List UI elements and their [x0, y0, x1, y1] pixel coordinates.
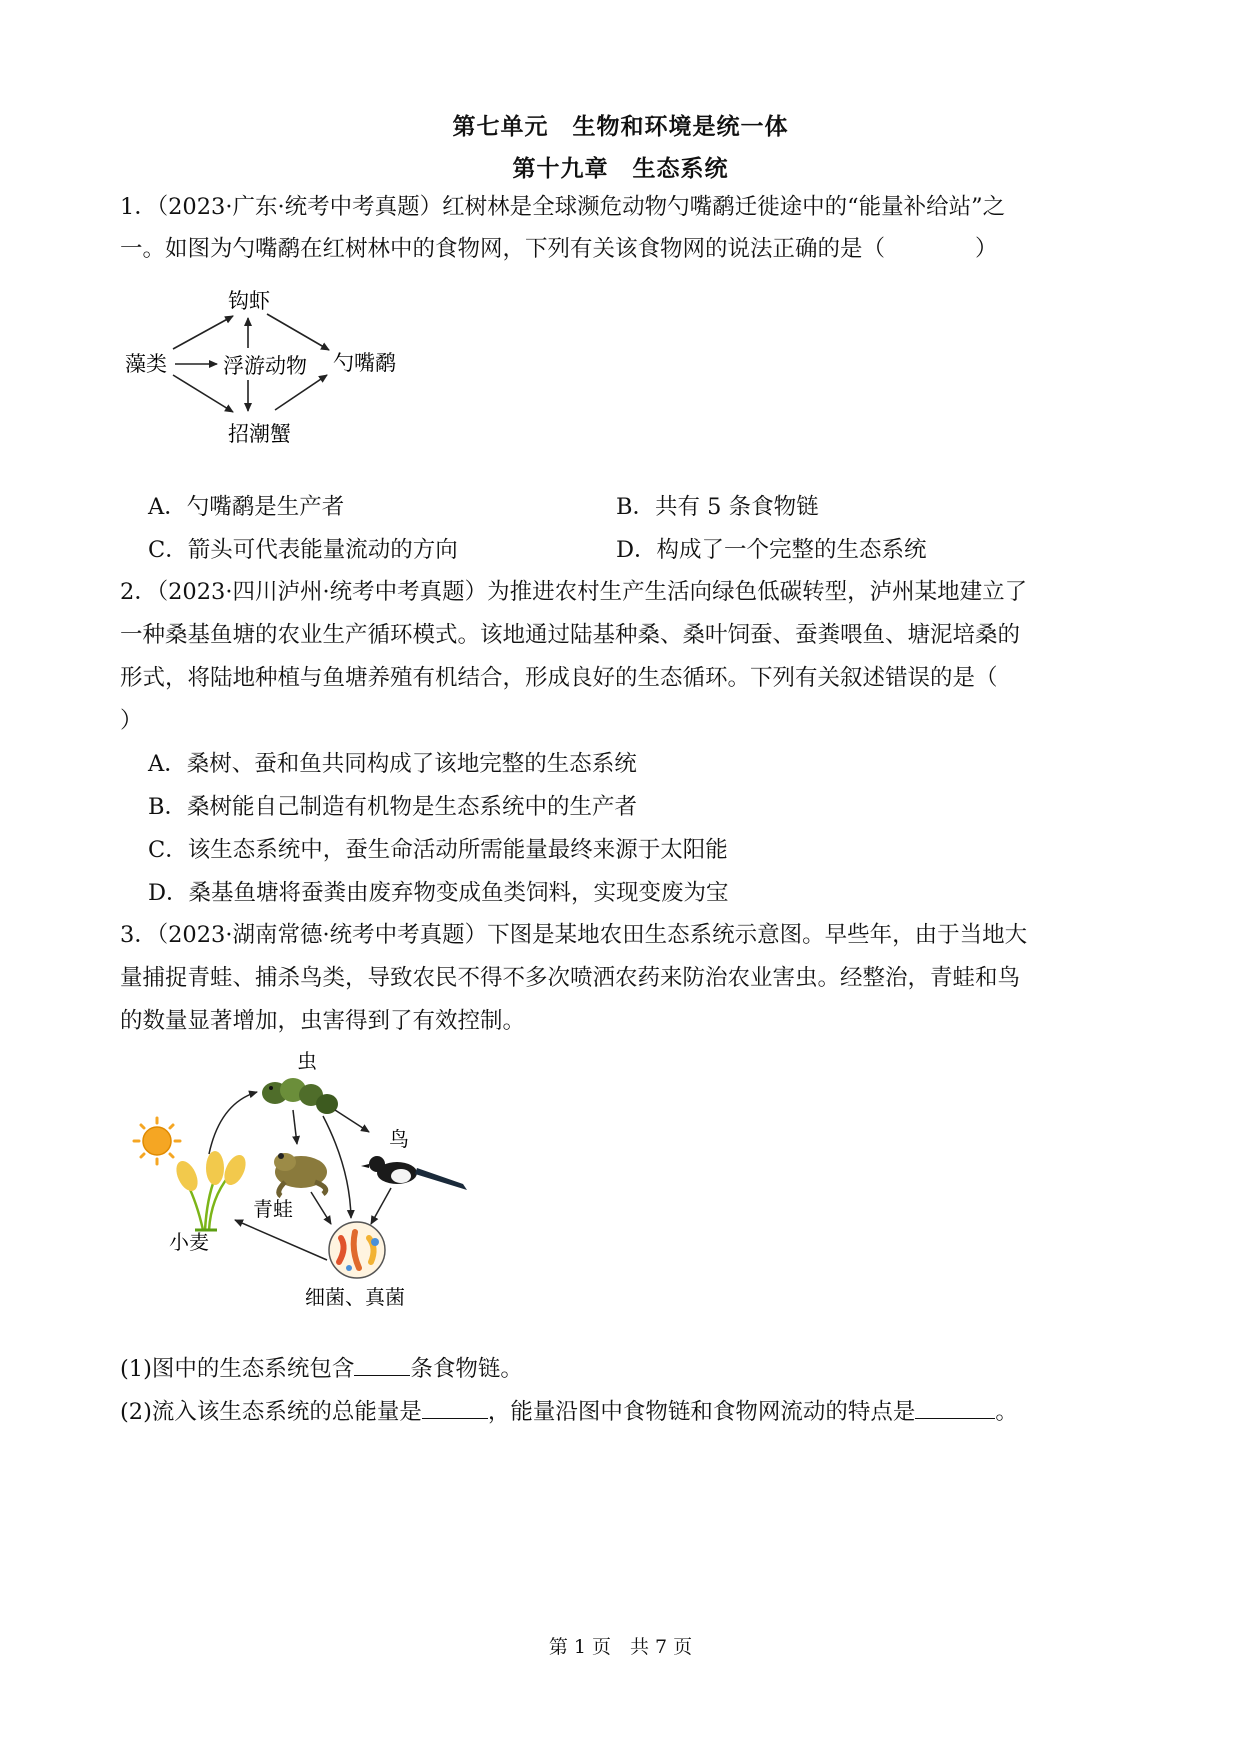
- label-wheat: 小麦: [169, 1230, 209, 1254]
- arrow-frog-decomposer: [311, 1192, 331, 1224]
- q2-option-a: A．桑树、蚕和鱼共同构成了该地完整的生态系统: [148, 751, 637, 777]
- wheat-icon: [172, 1151, 250, 1230]
- q3-line-1: 3．（2023·湖南常德·统考中考真题）下图是某地农田生态系统示意图。早些年，由于当地大: [120, 922, 1028, 948]
- arrow-zaolei-gouxia: [173, 316, 233, 349]
- q3-line-3: 的数量显著增加，虫害得到了有效控制。: [120, 1008, 526, 1034]
- label-bird: 鸟: [389, 1127, 409, 1151]
- q2-line-4: ）: [120, 708, 143, 734]
- q3-sub-2-text-c: 。: [995, 1399, 1018, 1425]
- label-zhaochaoxie: 招潮蟹: [228, 422, 291, 446]
- arrow-decomposer-wheat: [235, 1220, 327, 1260]
- magpie-icon: [361, 1156, 467, 1190]
- q2-line-1: 2．（2023·四川泸州·统考中考真题）为推进农村生产生活向绿色低碳转型，泸州某地建立了: [120, 579, 1028, 605]
- caterpillar-icon: [262, 1078, 338, 1114]
- q3-sub-2-blank-1[interactable]: [422, 1396, 488, 1419]
- q3-sub-1-text-b: 条食物链。: [410, 1356, 523, 1382]
- label-frog: 青蛙: [253, 1197, 293, 1221]
- q3-sub-2-text-a: (2)流入该生态系统的总能量是: [120, 1399, 422, 1425]
- q1-line-1: 1．（2023·广东·统考中考真题）红树林是全球濒危动物勺嘴鹬迁徙途中的“能量补给站”之: [120, 194, 1006, 220]
- arrow-gouxia-shaozuiyu: [267, 314, 329, 350]
- bacteria-fungi-icon: [329, 1222, 385, 1278]
- q1-line-2: 一。如图为勺嘴鹬在红树林中的食物网，下列有关该食物网的说法正确的是（ ）: [120, 236, 998, 262]
- q3-sub-1-text-a: (1)图中的生态系统包含: [120, 1356, 355, 1382]
- label-insect: 虫: [297, 1049, 317, 1073]
- arrow-wheat-insect: [209, 1092, 257, 1154]
- sun-icon: [134, 1118, 180, 1164]
- label-gouxia: 钩虾: [228, 289, 270, 313]
- q1-option-d: D．构成了一个完整的生态系统: [616, 537, 927, 563]
- q3-sub-1-blank[interactable]: [354, 1353, 410, 1376]
- q1-option-a: A．勺嘴鹬是生产者: [148, 494, 345, 520]
- q3-sub-1: [120, 1353, 1130, 1384]
- arrow-insect-bird: [335, 1110, 369, 1132]
- arrow-zaolei-zhaochao: [173, 375, 233, 412]
- label-shaozuiyu: 勺嘴鹬: [333, 351, 396, 375]
- q3-sub-2-blank-2[interactable]: [915, 1396, 995, 1419]
- arrow-insect-frog: [293, 1110, 297, 1144]
- arrow-zhaochao-shaozuiyu: [275, 375, 327, 410]
- label-fuyoudongwu: 浮游动物: [223, 354, 307, 378]
- arrow-bird-decomposer: [371, 1188, 391, 1224]
- unit-title: 第七单元 生物和环境是统一体: [452, 114, 789, 140]
- q1-option-b: B．共有 5 条食物链: [616, 494, 819, 520]
- q3-farmland-ecosystem-diagram: [125, 1048, 505, 1320]
- q3-sub-2: [120, 1396, 1130, 1427]
- chapter-title: 第十九章 生态系统: [512, 156, 729, 182]
- q1-food-web-diagram: [125, 278, 465, 458]
- label-zaolei: 藻类: [125, 352, 167, 376]
- q3-line-2: 量捕捉青蛙、捕杀鸟类，导致农民不得不多次喷洒农药来防治农业害虫。经整治，青蛙和鸟: [120, 965, 1021, 991]
- q1-option-c: C．箭头可代表能量流动的方向: [148, 537, 458, 563]
- arrow-insect-decomposer: [323, 1116, 351, 1218]
- q2-option-c: C．该生态系统中，蚕生命活动所需能量最终来源于太阳能: [148, 837, 728, 863]
- q2-line-2: 一种桑基鱼塘的农业生产循环模式。该地通过陆基种桑、桑叶饲蚕、蚕粪喂鱼、塘泥培桑的: [120, 622, 1021, 648]
- frog-icon: [274, 1153, 327, 1196]
- q2-line-3: 形式，将陆地种植与鱼塘养殖有机结合，形成良好的生态循环。下列有关叙述错误的是（: [120, 665, 998, 691]
- q3-sub-2-text-b: ，能量沿图中食物链和食物网流动的特点是: [487, 1399, 916, 1425]
- label-decomposer: 细菌、真菌: [305, 1285, 405, 1309]
- q2-option-b: B．桑树能自己制造有机物是生态系统中的生产者: [148, 794, 638, 820]
- page-footer: 第 1 页 共 7 页: [548, 1636, 693, 1658]
- q2-option-d: D．桑基鱼塘将蚕粪由废弃物变成鱼类饲料，实现变废为宝: [148, 880, 729, 906]
